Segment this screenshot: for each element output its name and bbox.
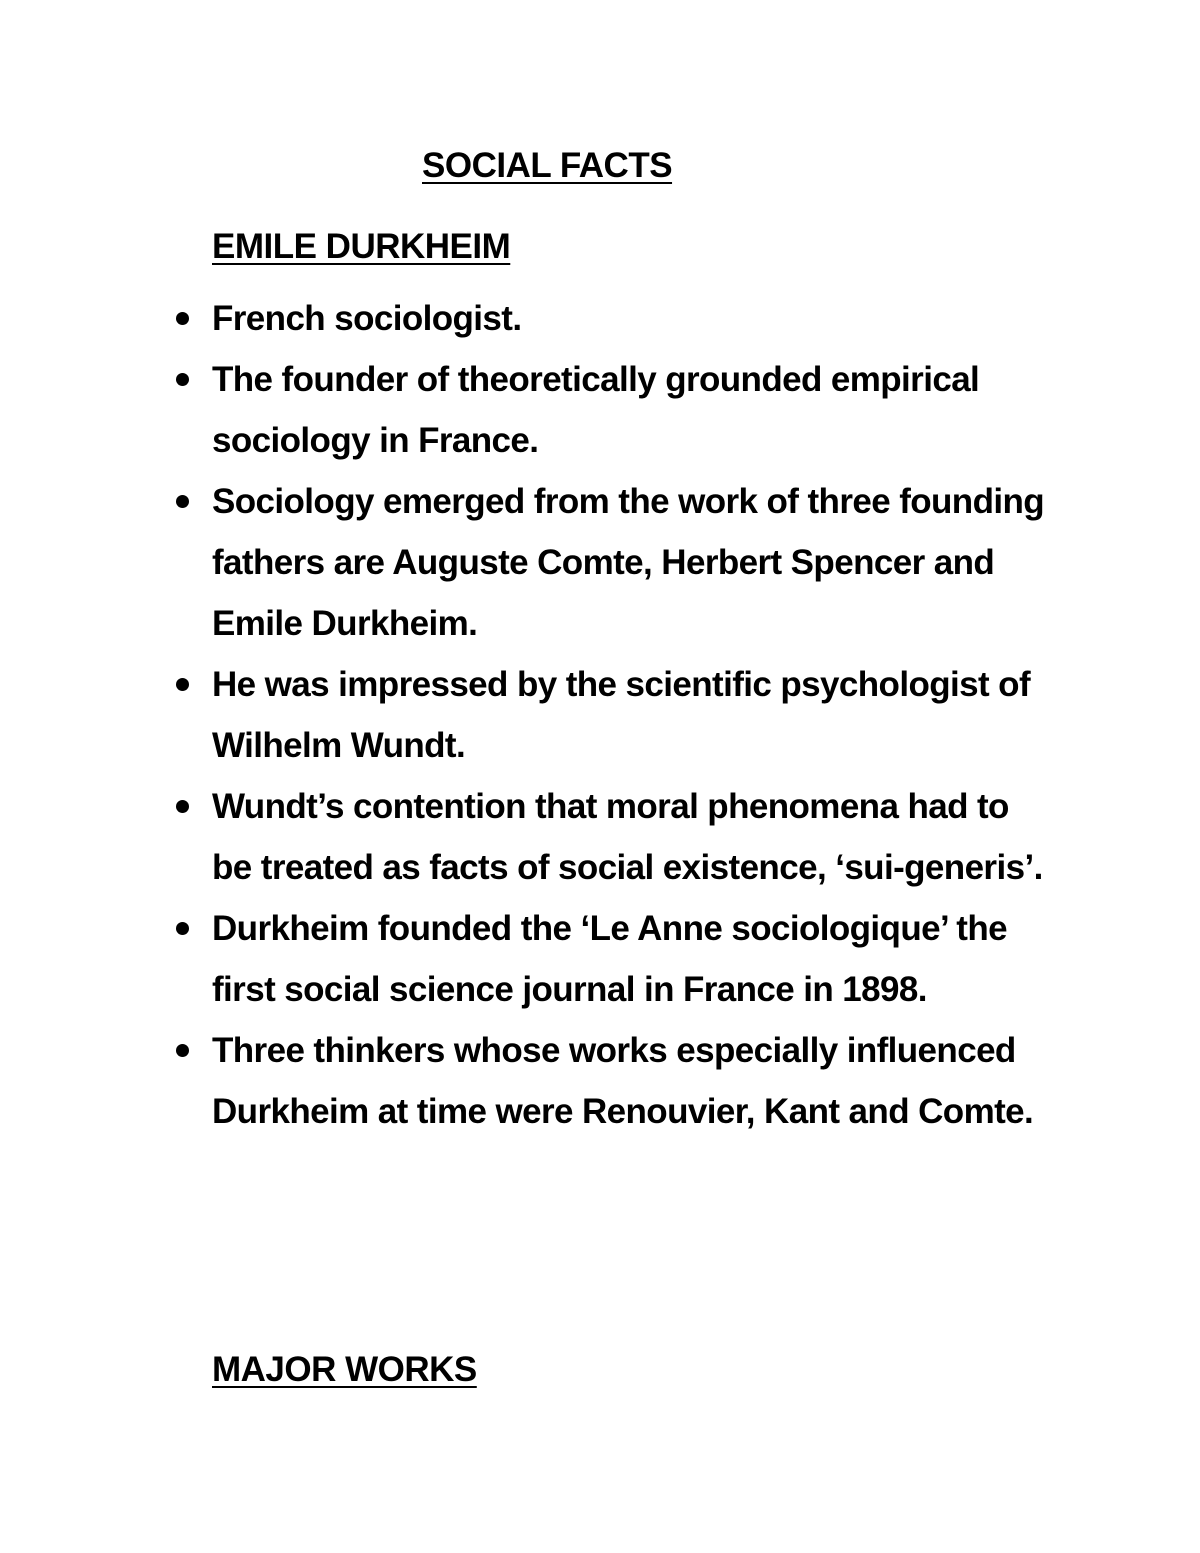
list-item-text: French sociologist. [212,299,522,338]
list-item-text: Wundt’s contention that moral phenomena had to be treated as facts of social existence, ‘sui-generis’. [212,787,1043,887]
list-item [0,1020,1200,1142]
bullet-icon [176,495,189,508]
list-item-text: Three thinkers whose works especially influenced Durkheim at time were Renouvier, Kant and Comte. [212,1031,1034,1131]
author-heading: EMILE DURKHEIM [212,227,511,266]
major-works-heading: MAJOR WORKS [212,1350,477,1389]
bullet-icon [176,678,189,691]
list-item-text: Durkheim founded the ‘Le Anne sociologique’ the first social science journal in France in 1898. [212,909,1008,1009]
list-item-text: He was impressed by the scientific psychologist of Wilhelm Wundt. [212,665,1031,765]
list-item [0,898,1200,1020]
list-item [0,349,1200,471]
bullet-icon [176,312,189,325]
list-item-text: Sociology emerged from the work of three founding fathers are Auguste Comte, Herbert Spencer and Emile Durkheim. [212,482,1045,643]
list-item [0,654,1200,776]
bullet-icon [176,1044,189,1057]
list-item [0,471,1200,654]
bullet-icon [176,800,189,813]
list-item [0,776,1200,898]
list-item [0,288,1200,349]
bullet-icon [176,922,189,935]
list-item-text: The founder of theoretically grounded empirical sociology in France. [212,360,980,460]
bullet-icon [176,373,189,386]
document-title: SOCIAL FACTS [422,146,673,185]
bullet-list [0,288,1200,1142]
